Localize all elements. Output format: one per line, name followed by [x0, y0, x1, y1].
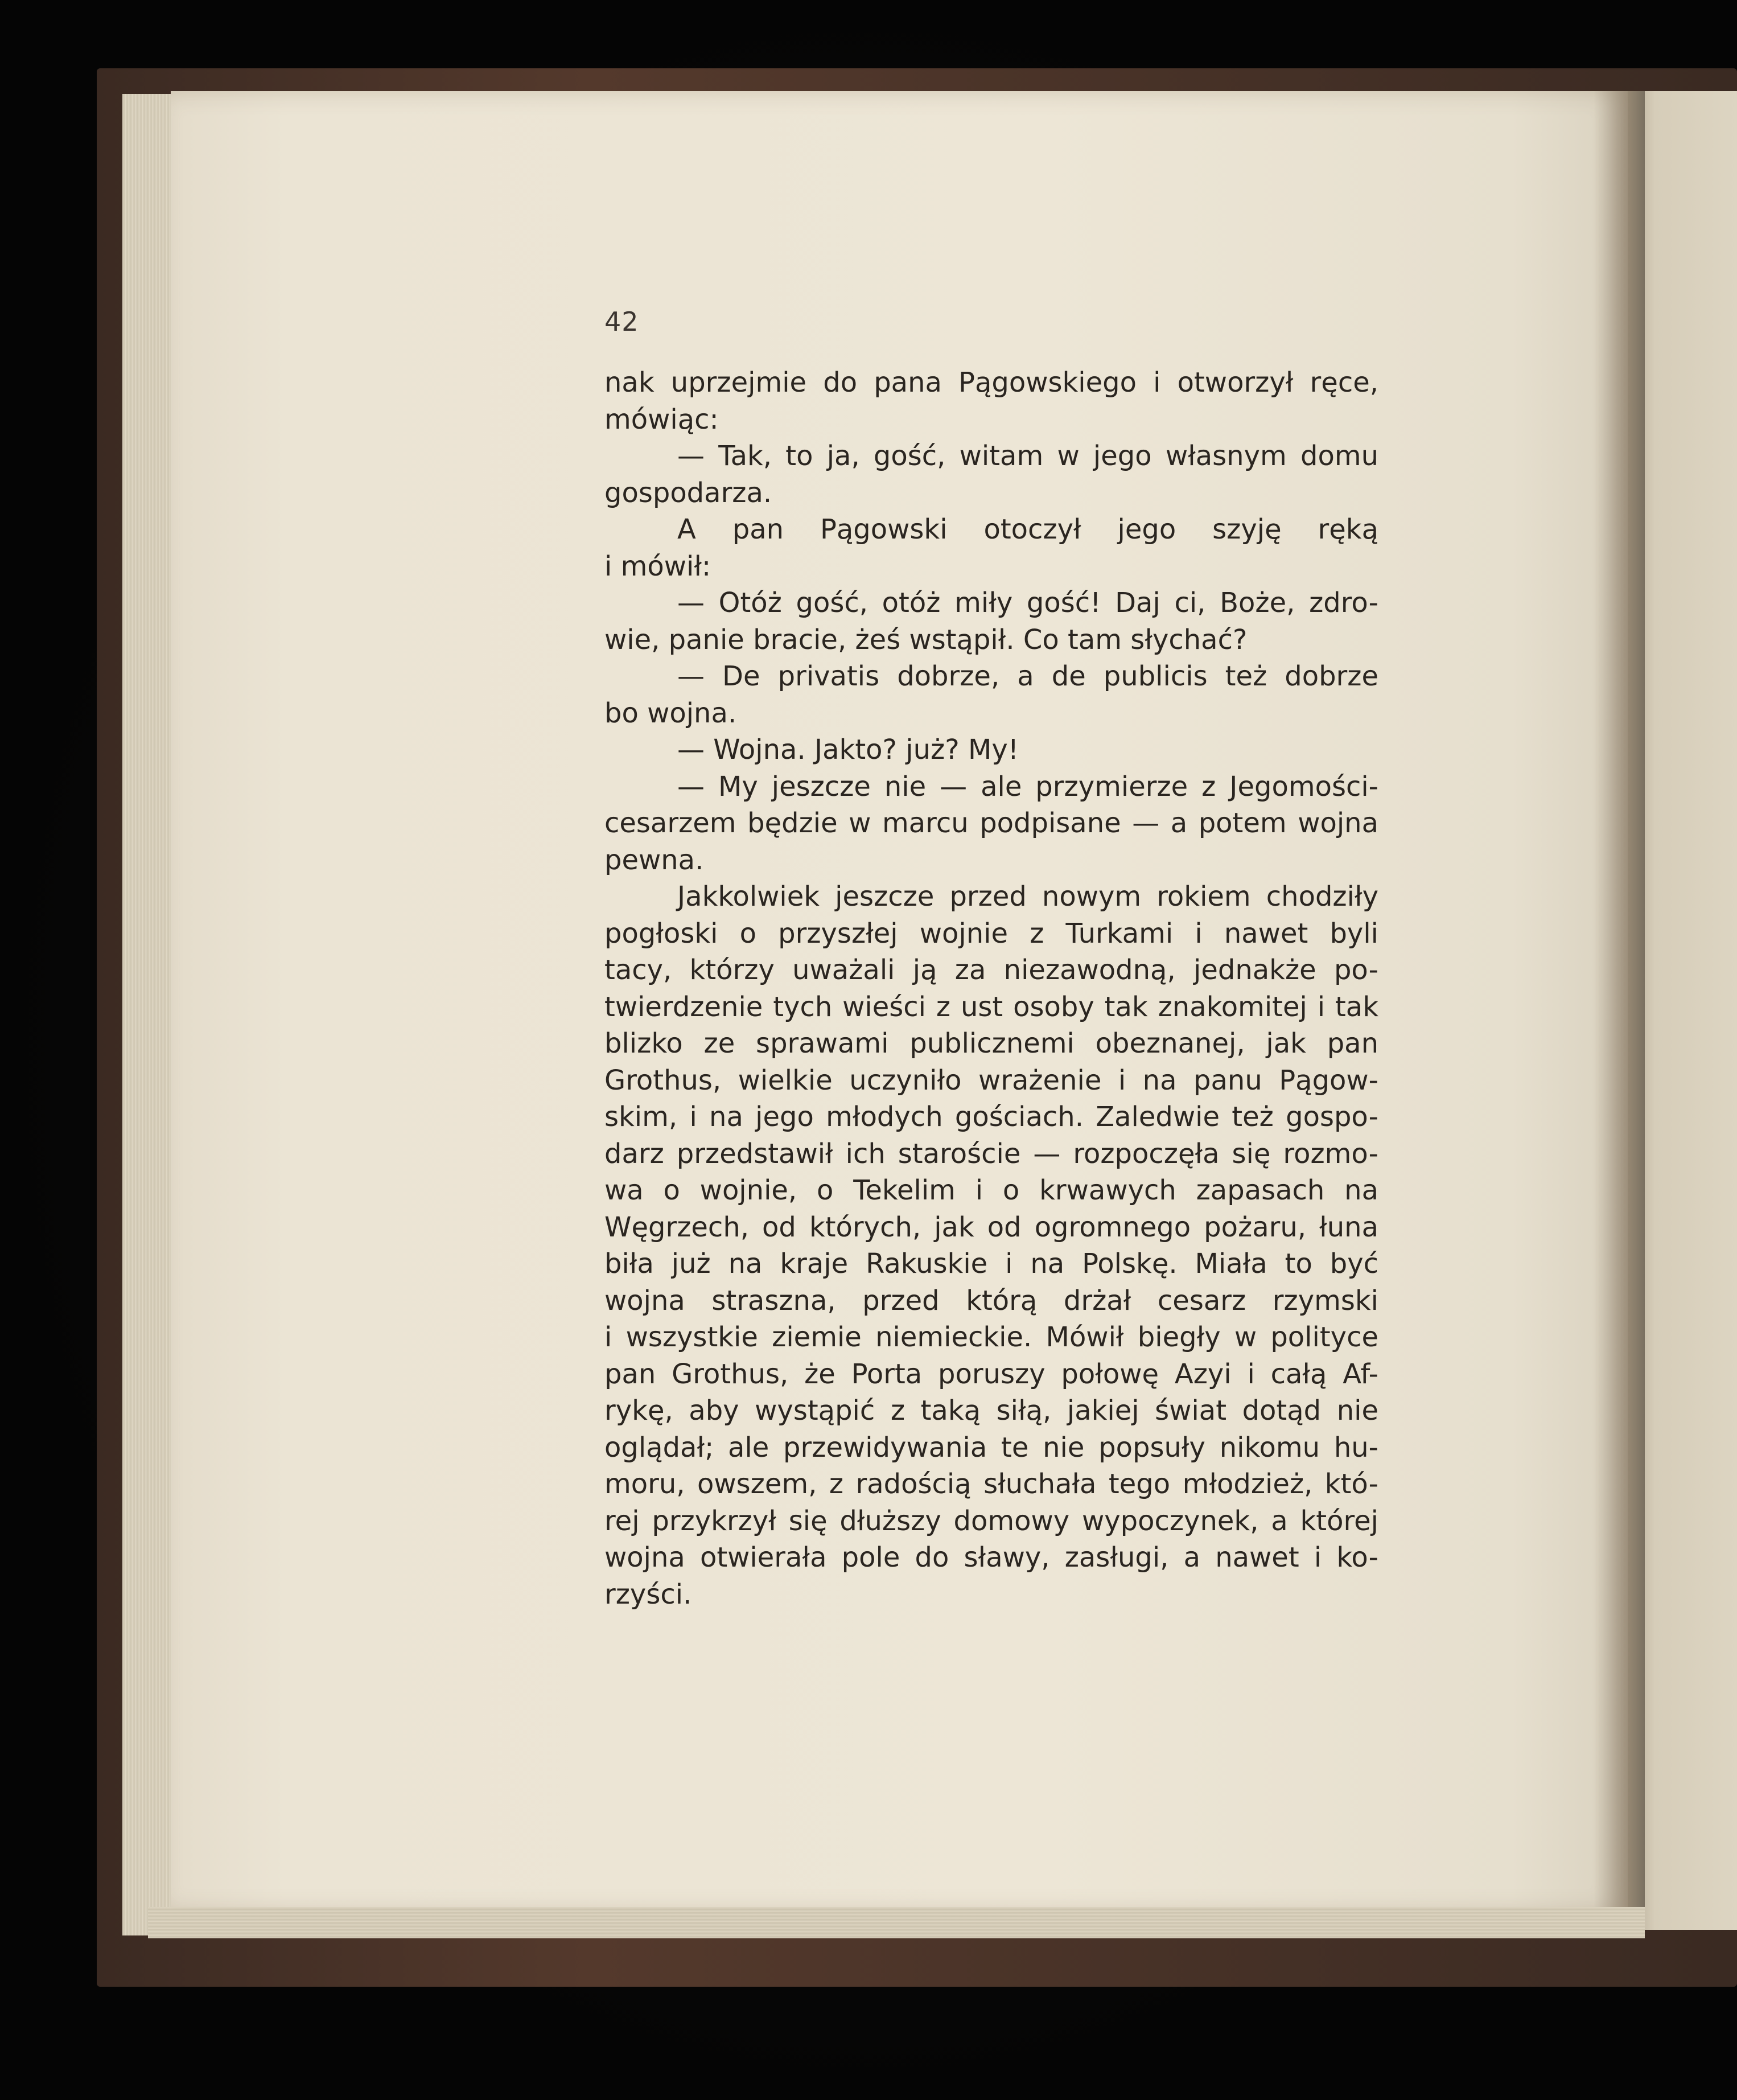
text-line: — Tak, to ja, gość, witam w jego własnym domu	[677, 440, 1378, 472]
text-line: nak uprzejmie do pana Pągowskiego i otworzył ręce,	[604, 367, 1378, 398]
gutter-shadow	[1594, 91, 1645, 1930]
text-line: wojna straszna, przed którą drżał cesarz rzymski	[604, 1284, 1378, 1317]
text-line: A pan Pągowski otoczył jego szyję ręką	[677, 513, 1378, 545]
text-line: mówiąc:	[604, 403, 719, 435]
text-line: wie, panie bracie, żeś wstąpił. Co tam słychać?	[604, 623, 1248, 656]
text-line: wojna otwierała pole do sławy, zasługi, a nawet i ko-	[604, 1542, 1378, 1573]
page-number: 42	[604, 306, 639, 337]
text-line: rzyści.	[604, 1578, 692, 1610]
text-line: skim, i na jego młodych gościach. Zaledwie też gospo-	[604, 1101, 1378, 1133]
page-stack-bottom-edge	[148, 1907, 1645, 1938]
text-line: biła już na kraje Rakuskie i na Polskę. Miała to być	[604, 1248, 1378, 1280]
text-line: i mówił:	[604, 550, 711, 582]
page-text	[604, 364, 1378, 1613]
text-line: Grothus, wielkie uczyniło wrażenie i na panu Pągow-	[604, 1064, 1378, 1096]
text-line: — De privatis dobrze, a de publicis też dobrze	[677, 660, 1378, 692]
text-line: — Wojna. Jakto? już? My!	[677, 734, 1019, 766]
text-line: pogłoski o przyszłej wojnie z Turkami i nawet byli	[604, 917, 1378, 950]
text-line: cesarzem będzie w marcu podpisane — a potem wojna	[604, 807, 1378, 839]
text-line: darz przedstawił ich staroście — rozpoczęła się rozmo-	[604, 1137, 1378, 1170]
text-line: moru, owszem, z radością słuchała tego młodzież, któ-	[604, 1468, 1378, 1500]
text-line: gospodarza.	[604, 476, 772, 509]
text-line: i wszystkie ziemie niemieckie. Mówił biegły w polityce	[604, 1321, 1378, 1353]
text-line: pan Grothus, że Porta poruszy połowę Azyi i całą Af-	[604, 1358, 1378, 1390]
text-line: rykę, aby wystąpić z taką siłą, jakiej świat dotąd nie	[604, 1395, 1378, 1427]
text-line: bo wojna.	[604, 697, 737, 729]
text-line: pewna.	[604, 844, 704, 876]
text-line: blizko ze sprawami publicznemi obeznanej, jak pan	[604, 1028, 1378, 1059]
text-line: oglądał; ale przewidywania te nie popsuły nikomu hu-	[604, 1431, 1378, 1464]
text-line: tacy, którzy uważali ją za niezawodną, jednakże po-	[604, 954, 1378, 986]
text-line: twierdzenie tych wieści z ust osoby tak znakomitej i tak	[604, 991, 1378, 1023]
text-line: rej przykrzył się dłuższy domowy wypoczynek, a której	[604, 1505, 1378, 1537]
text-line: wa o wojnie, o Tekelim i o krwawych zapasach na	[604, 1174, 1378, 1206]
text-line: Jakkolwiek jeszcze przed nowym rokiem chodziły	[677, 881, 1378, 913]
text-line: Węgrzech, od których, jak od ogromnego pożaru, łuna	[604, 1211, 1378, 1243]
text-line: — My jeszcze nie — ale przymierze z Jegomości-	[677, 770, 1378, 803]
text-line: — Otóż gość, otóż miły gość! Daj ci, Boże, zdro-	[677, 587, 1378, 619]
